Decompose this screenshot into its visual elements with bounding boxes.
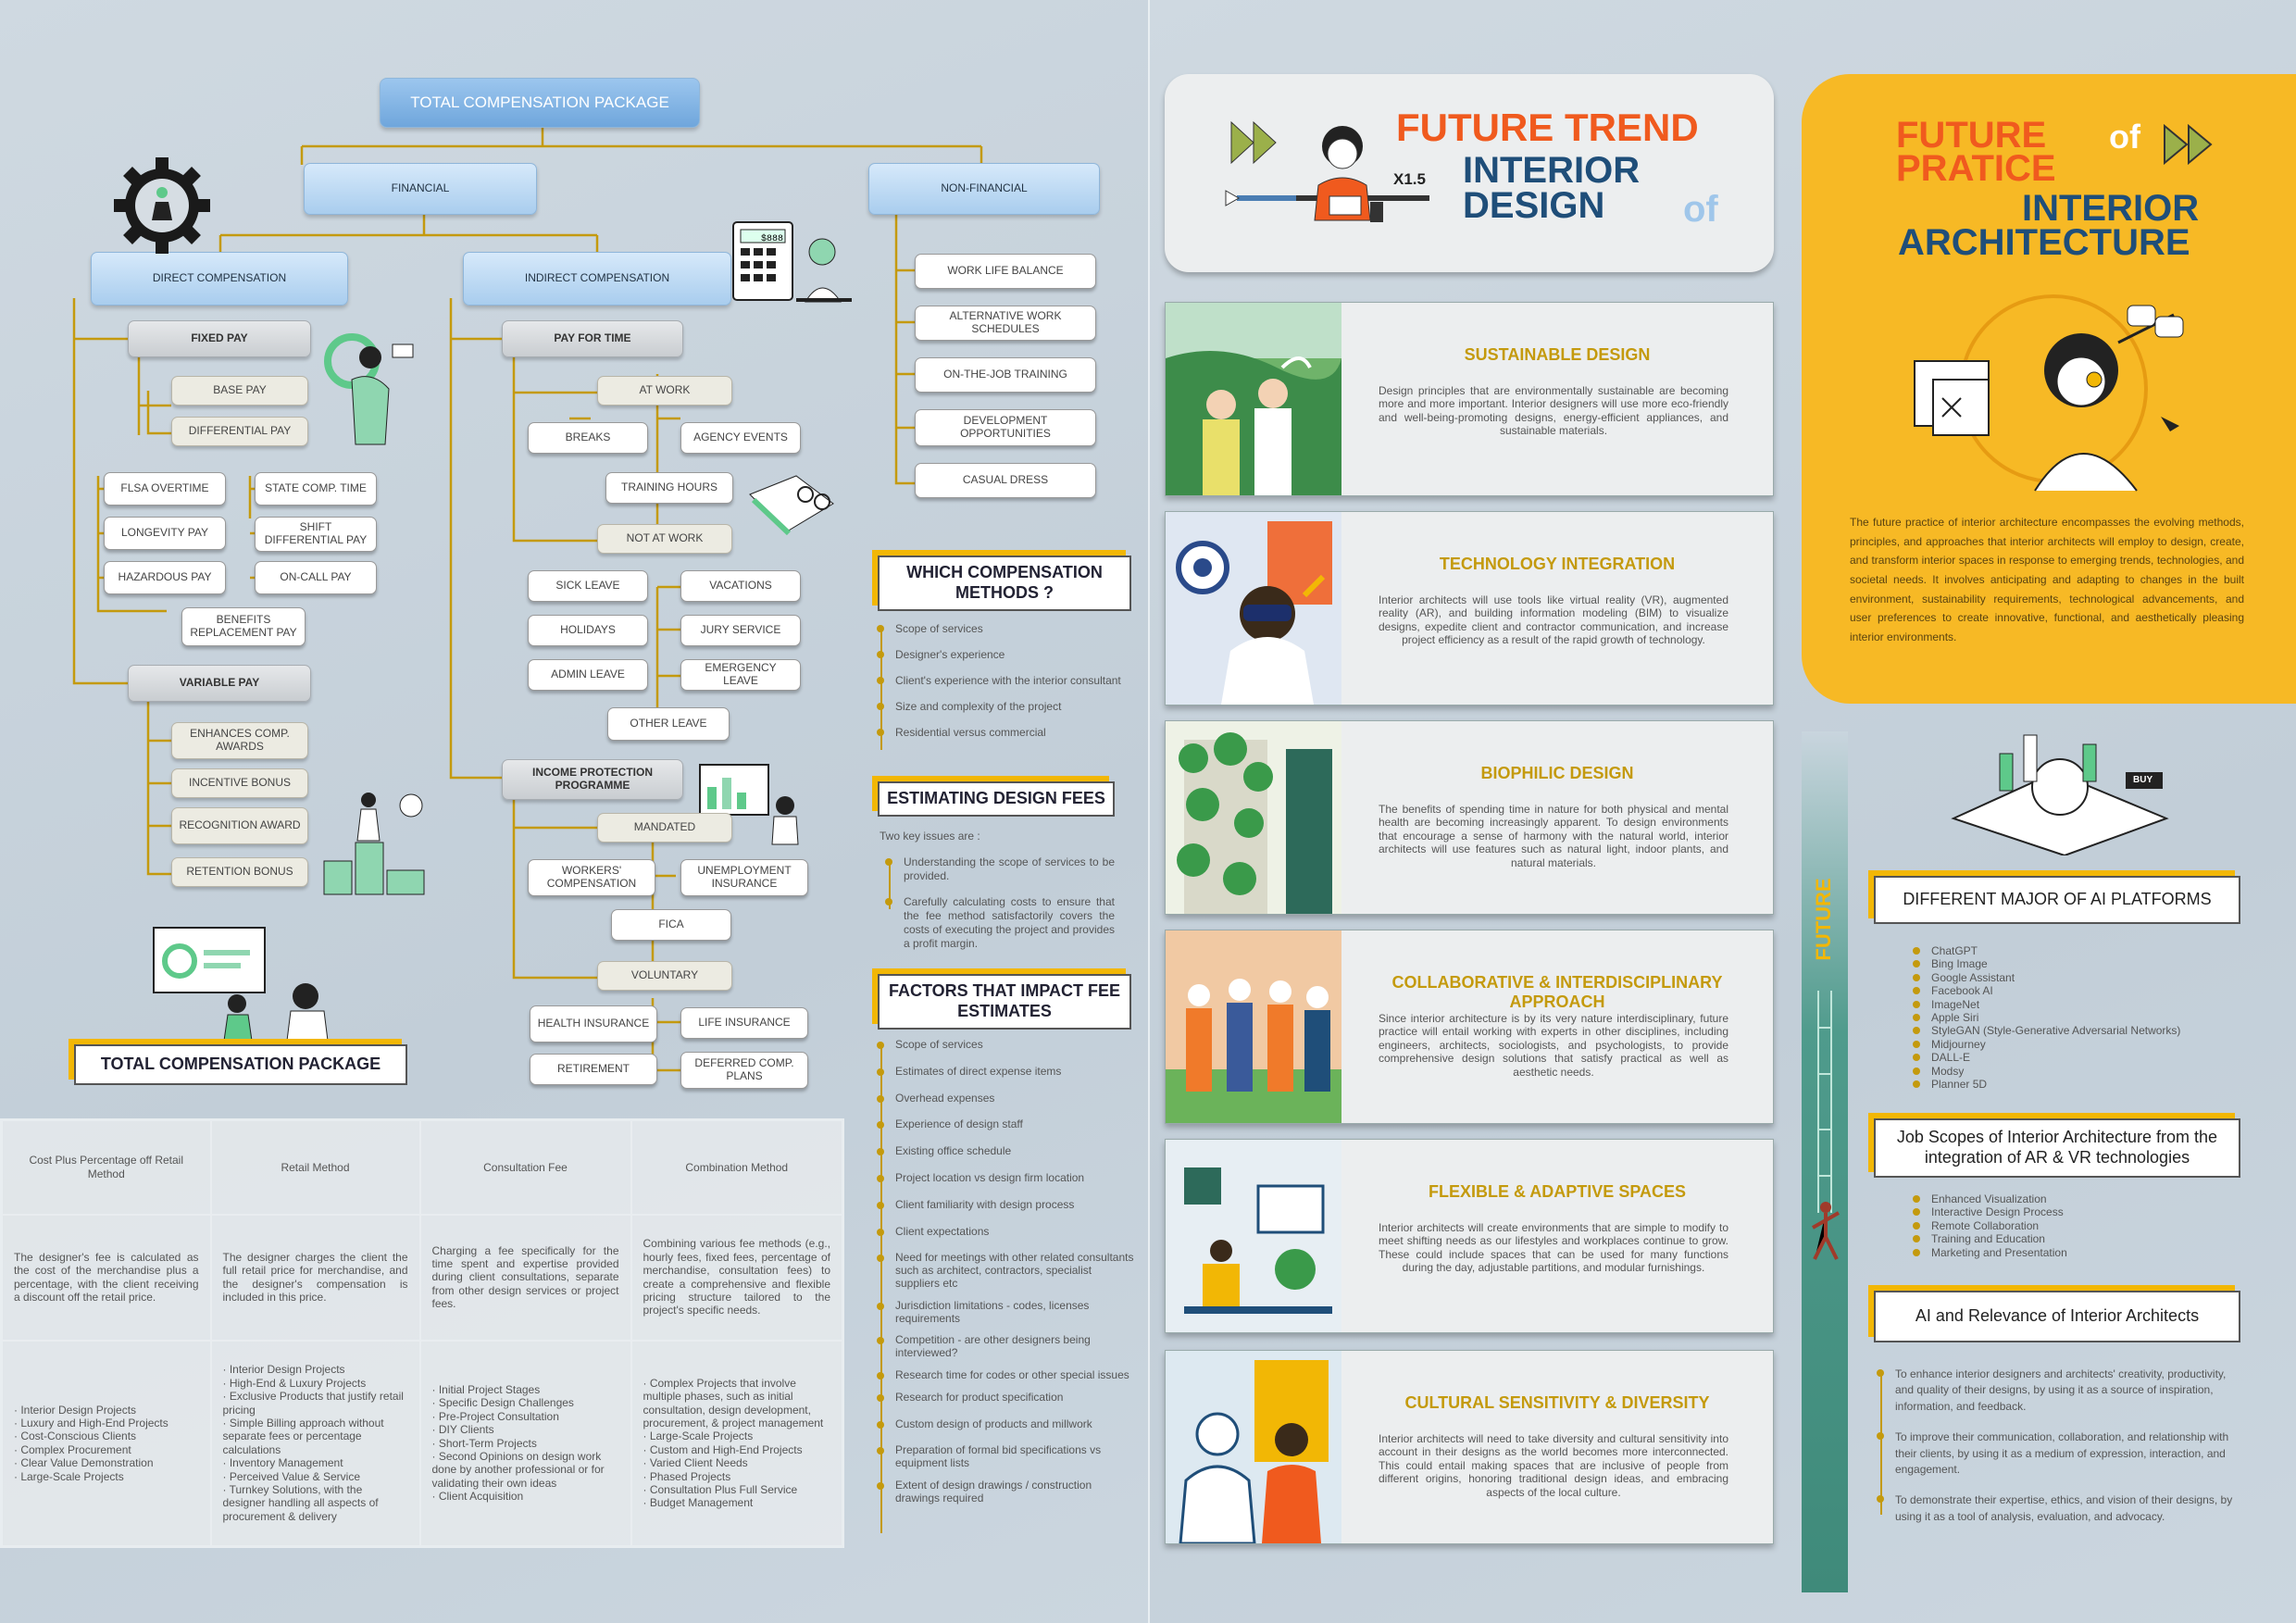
agency-events-box: AGENCY EVENTS — [680, 422, 801, 454]
table-header: Consultation Fee — [420, 1120, 631, 1215]
list-item: Competition - are other designers being interviewed? — [877, 1334, 1134, 1360]
green-building-illustration — [1166, 721, 1341, 914]
vr-headset-illustration — [1166, 512, 1341, 705]
factors-list — [877, 1039, 1134, 1505]
list-item: Client familiarity with design process — [877, 1199, 1134, 1212]
card-title: SUSTAINABLE DESIGN — [1464, 345, 1651, 364]
list-item: Extent of design drawings / construction drawings required — [877, 1479, 1134, 1505]
job-scopes-title: Job Scopes of Interior Architecture from the integration of AR & VR technologies — [1874, 1118, 2240, 1178]
use-item: · High-End & Luxury Projects — [222, 1376, 367, 1390]
differential-pay-box: DIFFERENTIAL PAY — [171, 417, 308, 446]
incentive-bonus-box: INCENTIVE BONUS — [171, 768, 308, 798]
retirement-box: RETIREMENT — [530, 1054, 657, 1085]
list-item: To improve their communication, collaboration, and relationship with their clients, by using it as a medium of expression, interaction, and engagement. — [1877, 1429, 2243, 1478]
benefits-replacement-pay-box: BENEFITS REPLACEMENT PAY — [181, 607, 306, 646]
list-item: Scope of services — [877, 1039, 1134, 1052]
emergency-leave-box: EMERGENCY LEAVE — [680, 659, 801, 691]
use-item: · Short-Term Projects — [431, 1436, 537, 1450]
future-trend-title: FUTURE TREND — [1396, 106, 1699, 149]
card-description: Since interior architecture is by its very nature interdisciplinary, future practice will entail working with experts in other disciplines, including engineers, architects, sociologists, and psychologists, to provide comprehensive design solutions that satisfy practical as well as aesthetic needs. — [1379, 1012, 1728, 1079]
future-practice-architecture: ARCHITECTURE — [1898, 222, 2190, 263]
card-title: TECHNOLOGY INTEGRATION — [1439, 555, 1676, 573]
office-space-illustration — [1166, 1140, 1341, 1332]
table-header: Combination Method — [631, 1120, 843, 1215]
income-protection-box: INCOME PROTECTION PROGRAMME — [502, 759, 683, 800]
use-item: · Client Acquisition — [431, 1490, 524, 1504]
list-item: Apple Siri — [1913, 1011, 2227, 1024]
use-item: · Custom and High-End Projects — [643, 1442, 803, 1456]
which-methods-list — [877, 622, 1134, 752]
list-item: Experience of design staff — [877, 1118, 1134, 1131]
card-description: Interior architects will use tools like virtual reality (VR), augmented reality (AR), and building information modeling (BIM) to visualize designs, expedite client and contractor communication, and increase project efficiency as a result of the rapid growth of technology. — [1379, 593, 1728, 647]
nf-item-on-job-training: ON-THE-JOB TRAINING — [915, 357, 1096, 393]
card-title: COLLABORATIVE & INTERDISCIPLINARY APPROACH — [1391, 973, 1723, 1011]
card-description: Design principles that are environmentally sustainable are becoming more and more important. Interior designers will use more eco-friendly and well-being-promoting designs, energy-efficient appliances, and sustainable materials. — [1379, 384, 1728, 438]
notebook-glasses-illustration — [741, 467, 842, 541]
voluntary-box: VOLUNTARY — [597, 961, 732, 991]
use-item: · Inventory Management — [222, 1456, 343, 1470]
factors-title: FACTORS THAT IMPACT FEE ESTIMATES — [878, 974, 1131, 1030]
hazardous-pay-box: HAZARDOUS PAY — [104, 561, 226, 594]
use-item: · Turnkey Solutions, with the designer handling all aspects of procurement & delivery — [222, 1482, 379, 1523]
list-item: ImageNet — [1913, 998, 2227, 1011]
table-header: Cost Plus Percentage off Retail Method — [2, 1120, 211, 1215]
table-cell: Charging a fee specifically for the time spent and expertise provided during client consultations, separate from other design services or project fees. — [420, 1215, 631, 1341]
list-item: Marketing and Presentation — [1913, 1246, 2227, 1259]
use-item: · Luxury and High-End Projects — [14, 1416, 168, 1429]
financial-box: FINANCIAL — [304, 163, 537, 215]
ai-head-illustration — [1944, 717, 2176, 855]
list-item: Residential versus commercial — [877, 726, 1134, 740]
list-item: To enhance interior designers and architects' creativity, productivity, and quality of their designs, by using it as a source of inspiration, information, and feedback. — [1877, 1367, 2243, 1415]
card-collaborative — [1165, 930, 1774, 1124]
list-item: Size and complexity of the project — [877, 700, 1134, 714]
list-item: Estimates of direct expense items — [877, 1066, 1134, 1079]
fees-intro: Two key issues are : — [880, 830, 980, 843]
fee-methods-table — [0, 1118, 844, 1548]
ai-platforms-list — [1913, 944, 2227, 1091]
card-title: FLEXIBLE & ADAPTIVE SPACES — [1428, 1182, 1687, 1201]
list-item: Training and Education — [1913, 1232, 2227, 1245]
future-trend-design: DESIGN — [1463, 185, 1605, 226]
list-item: Carefully calculating costs to ensure that the fee method satisfactorily covers the costs of executing the project and provides a profit margin. — [885, 895, 1115, 951]
future-practice-pratice: PRATICE — [1896, 148, 2056, 189]
table-cell: Combining various fee methods (e.g., hourly fees, fixed fees, percentage of merchandise, consultation fees) to create a comprehensive and flexible pricing structure tailored to the project's specific needs. — [631, 1215, 843, 1341]
list-item: Overhead expenses — [877, 1092, 1134, 1105]
use-item: · Second Opinions on design work done by another professional or for validating their own ideas — [431, 1449, 605, 1490]
use-item: · Interior Design Projects — [14, 1403, 137, 1417]
deferred-comp-plans-box: DEFERRED COMP. PLANS — [680, 1052, 808, 1089]
use-item: · Interior Design Projects — [222, 1363, 345, 1377]
gear-icon — [111, 156, 213, 256]
list-item: Need for meetings with other related consultants such as architect, contractors, specialist suppliers etc — [877, 1252, 1134, 1290]
use-item: · Large-Scale Projects — [14, 1469, 124, 1483]
total-comp-title-box: TOTAL COMPENSATION PACKAGE — [380, 78, 700, 128]
not-at-work-box: NOT AT WORK — [597, 524, 732, 554]
non-financial-box: NON-FINANCIAL — [868, 163, 1100, 215]
list-item: Existing office schedule — [877, 1145, 1134, 1158]
use-item: · Pre-Project Consultation — [431, 1409, 559, 1423]
use-item: · Budget Management — [643, 1496, 754, 1510]
life-insurance-box: LIFE INSURANCE — [680, 1007, 808, 1039]
retention-bonus-box: RETENTION BONUS — [171, 857, 308, 887]
future-practice-of: of — [2109, 118, 2140, 156]
buy-tag: BUY — [2129, 774, 2156, 786]
direct-compensation-box: DIRECT COMPENSATION — [91, 252, 348, 306]
list-item: Google Assistant — [1913, 971, 2227, 984]
list-item: Bing Image — [1913, 957, 2227, 970]
indirect-compensation-box: INDIRECT COMPENSATION — [463, 252, 731, 306]
list-item: Understanding the scope of services to be provided. — [885, 855, 1115, 883]
calculator-display: $888 — [760, 234, 783, 244]
flsa-overtime-box: FLSA OVERTIME — [104, 472, 226, 506]
list-item: Custom design of products and millwork — [877, 1418, 1134, 1431]
card-description: Interior architects will create environments that are simple to modify to meet shifting needs as our lifestyles and workplaces continue to grow. These could include spaces that can be used for many functions during the day, adjustable partitions, and modular furnishings. — [1379, 1221, 1728, 1275]
ai-relevance-title: AI and Relevance of Interior Architects — [1874, 1291, 2240, 1342]
list-item: Project location vs design firm location — [877, 1172, 1134, 1185]
breaks-box: BREAKS — [528, 422, 648, 454]
table-cell — [631, 1341, 843, 1547]
table-cell: The designer's fee is calculated as the cost of the merchandise plus a percentage, with the client receiving a discount off the retail price. — [2, 1215, 211, 1341]
job-scopes-list — [1913, 1192, 2227, 1259]
other-leave-box: OTHER LEAVE — [607, 707, 730, 741]
table-cell — [2, 1341, 211, 1547]
future-trend-interior: INTERIOR — [1463, 150, 1641, 191]
use-item: · Consultation Plus Full Service — [643, 1482, 798, 1496]
use-item: · Large-Scale Projects — [643, 1429, 754, 1443]
podium-people-illustration — [315, 768, 435, 898]
list-item: Preparation of formal bid specifications vs equipment lists — [877, 1444, 1134, 1470]
which-methods-title: WHICH COMPENSATION METHODS ? — [878, 556, 1131, 611]
list-item: ChatGPT — [1913, 944, 2227, 957]
table-cell — [211, 1341, 420, 1547]
variable-pay-box: VARIABLE PAY — [128, 665, 311, 702]
presentation-team-illustration — [148, 922, 333, 1042]
list-item: Research time for codes or other special issues — [877, 1369, 1134, 1382]
card-description: Interior architects will need to take diversity and cultural sensitivity into account in their designs as the world becomes more interconnected. This could entail making spaces that are inclusive of people from different origins, honoring traditional design ideas, and embracing aspects of the local culture. — [1379, 1432, 1728, 1499]
list-item: Modsy — [1913, 1065, 2227, 1078]
card-title: BIOPHILIC DESIGN — [1480, 764, 1634, 782]
list-item: Facebook AI — [1913, 984, 2227, 997]
workers-compensation-box: WORKERS' COMPENSATION — [528, 859, 655, 896]
use-item: · Simple Billing approach without separate fees or percentage calculations — [222, 1416, 384, 1456]
use-item: · Initial Project Stages — [431, 1382, 541, 1396]
use-item: · Complex Projects that involve multiple phases, such as initial consultation, design development, procurement, & project management — [643, 1376, 824, 1429]
list-item: StyleGAN (Style-Generative Adversarial Networks) — [1913, 1024, 2227, 1037]
list-item: Jurisdiction limitations - codes, licenses requirements — [877, 1300, 1134, 1326]
use-item: · Complex Procurement — [14, 1442, 131, 1456]
list-item: Research for product specification — [877, 1392, 1134, 1405]
ai-relevance-list — [1877, 1367, 2243, 1525]
use-item: · DIY Clients — [431, 1423, 494, 1437]
holidays-box: HOLIDAYS — [528, 615, 648, 646]
use-item: · Cost-Conscious Clients — [14, 1429, 137, 1443]
fixed-pay-box: FIXED PAY — [128, 320, 311, 357]
list-item: Scope of services — [877, 622, 1134, 636]
future-practice-description: The future practice of interior architecture encompasses the evolving methods, principles, and approaches that interior architects will employ to design, create, and transform interior spaces in response to emerging trends, technologies, and societal needs. It involves anticipating and adapting to changes in the built environment, sustainability requirements, technological advancements, and user preferences to create innovative, functional, and aesthetically pleasing interior environments. — [1850, 516, 2244, 643]
nf-item-work-life: WORK LIFE BALANCE — [915, 254, 1096, 289]
circuit-pattern — [1811, 991, 1839, 1213]
jury-service-box: JURY SERVICE — [680, 615, 801, 646]
runner-figure-icon — [1807, 1200, 1844, 1265]
card-description: The benefits of spending time in nature for both physical and mental health are becoming increasingly apparent. To design environments that encourage a sense of harmony with the natural world, interior architects will use features such as natural light, indoor plants, and natural materials. — [1379, 803, 1728, 869]
card-cultural-sensitivity — [1165, 1350, 1774, 1544]
mandated-box: MANDATED — [597, 813, 732, 843]
use-item: · Varied Client Needs — [643, 1456, 748, 1470]
card-technology-integration — [1165, 511, 1774, 705]
list-item: Remote Collaboration — [1913, 1219, 2227, 1232]
health-insurance-box: HEALTH INSURANCE — [530, 1005, 657, 1042]
unemployment-insurance-box: UNEMPLOYMENT INSURANCE — [680, 859, 808, 896]
list-item: To demonstrate their expertise, ethics, and vision of their designs, by using it as a tool of analysis, evaluation, and advocacy. — [1877, 1492, 2243, 1525]
on-call-pay-box: ON-CALL PAY — [255, 561, 377, 594]
training-hours-box: TRAINING HOURS — [605, 472, 733, 504]
vacations-box: VACATIONS — [680, 570, 801, 602]
list-item: DALL-E — [1913, 1051, 2227, 1064]
speed-label: X1.5 — [1393, 170, 1426, 188]
sustainable-design-illustration — [1166, 303, 1341, 495]
future-vertical-label: FUTURE — [1812, 878, 1835, 961]
admin-leave-box: ADMIN LEAVE — [528, 659, 648, 691]
future-practice-future: FUTURE — [1896, 115, 2047, 156]
future-practice-interior: INTERIOR — [2022, 188, 2200, 229]
card-flexible-spaces — [1165, 1139, 1774, 1333]
woman-wireframe-illustration — [1905, 278, 2202, 500]
card-sustainable-design — [1165, 302, 1774, 496]
future-trend-of: of — [1683, 189, 1718, 230]
list-item: Designer's experience — [877, 648, 1134, 662]
use-item: · Exclusive Products that justify retail pricing — [222, 1390, 404, 1417]
state-comp-time-box: STATE COMP. TIME — [255, 472, 377, 506]
enhances-comp-awards-box: ENHANCES COMP. AWARDS — [171, 722, 308, 759]
table-header: Retail Method — [211, 1120, 420, 1215]
list-item: Enhanced Visualization — [1913, 1192, 2227, 1205]
list-item: Planner 5D — [1913, 1078, 2227, 1091]
use-item: · Phased Projects — [643, 1469, 731, 1483]
list-item: Interactive Design Process — [1913, 1205, 2227, 1218]
list-item: Client expectations — [877, 1226, 1134, 1239]
total-comp-bottom-label: TOTAL COMPENSATION PACKAGE — [74, 1044, 407, 1085]
people-diversity-illustration — [1166, 1351, 1341, 1543]
fast-forward-icon — [2163, 124, 2218, 165]
table-cell: The designer charges the client the full retail price for merchandise, and the designer's compensation is included in this price. — [211, 1215, 420, 1341]
use-item: · Specific Design Challenges — [431, 1396, 574, 1410]
fees-list — [885, 855, 1115, 963]
estimating-fees-title: ESTIMATING DESIGN FEES — [878, 781, 1115, 817]
pay-for-time-box: PAY FOR TIME — [502, 320, 683, 357]
nf-item-development: DEVELOPMENT OPPORTUNITIES — [915, 409, 1096, 446]
ai-platforms-title: DIFFERENT MAJOR OF AI PLATFORMS — [1874, 876, 2240, 924]
list-item: Client's experience with the interior consultant — [877, 674, 1134, 688]
shift-differential-pay-box: SHIFT DIFFERENTIAL PAY — [255, 517, 377, 552]
sick-leave-box: SICK LEAVE — [528, 570, 648, 602]
list-item: Midjourney — [1913, 1038, 2227, 1051]
nf-item-casual-dress: CASUAL DRESS — [915, 463, 1096, 498]
at-work-box: AT WORK — [597, 376, 732, 406]
woman-charts-illustration — [315, 324, 417, 454]
calculator-illustration — [731, 218, 861, 320]
table-cell — [420, 1341, 631, 1547]
fica-box: FICA — [611, 909, 731, 941]
card-title: CULTURAL SENSITIVITY & DIVERSITY — [1404, 1393, 1710, 1412]
longevity-pay-box: LONGEVITY PAY — [104, 517, 226, 550]
team-workers-illustration — [1166, 930, 1341, 1123]
base-pay-box: BASE PAY — [171, 376, 308, 406]
use-item: · Perceived Value & Service — [222, 1469, 361, 1483]
recognition-award-box: RECOGNITION AWARD — [171, 807, 308, 844]
card-biophilic-design — [1165, 720, 1774, 915]
nf-item-alt-schedules: ALTERNATIVE WORK SCHEDULES — [915, 306, 1096, 341]
use-item: · Clear Value Demonstration — [14, 1456, 154, 1470]
